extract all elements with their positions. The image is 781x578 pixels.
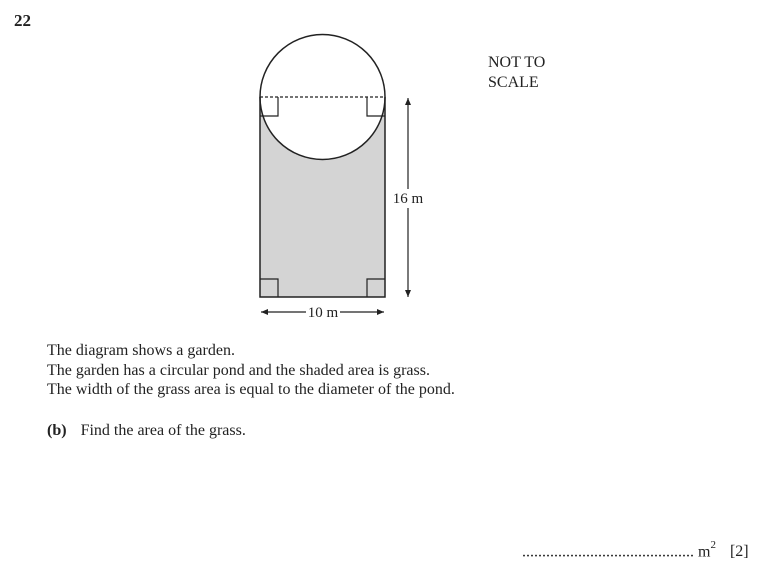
width-label: 10 m — [307, 305, 339, 321]
not-to-scale-line-1: NOT TO — [488, 54, 546, 71]
answer-line — [522, 541, 749, 561]
question-body — [47, 341, 455, 400]
height-label: 16 m — [392, 191, 424, 207]
question-number: 22 — [14, 11, 31, 30]
not-to-scale-line-2: SCALE — [488, 74, 539, 91]
marks-badge: [2] — [729, 543, 749, 561]
body-line-3: The width of the grass area is equal to the diameter of the pond. — [47, 381, 455, 398]
part-b — [47, 422, 246, 440]
grass-area — [260, 97, 385, 297]
answer-unit: m — [698, 543, 711, 561]
part-b-text: Find the area of the grass. — [80, 422, 246, 439]
part-b-label: (b) — [47, 422, 67, 439]
body-line-2: The garden has a circular pond and the shaded area is grass. — [47, 361, 430, 379]
answer-dots[interactable]: ........................................... — [522, 543, 694, 561]
answer-unit-power: 2 — [710, 539, 716, 551]
body-line-1: The diagram shows a garden. — [47, 342, 235, 359]
